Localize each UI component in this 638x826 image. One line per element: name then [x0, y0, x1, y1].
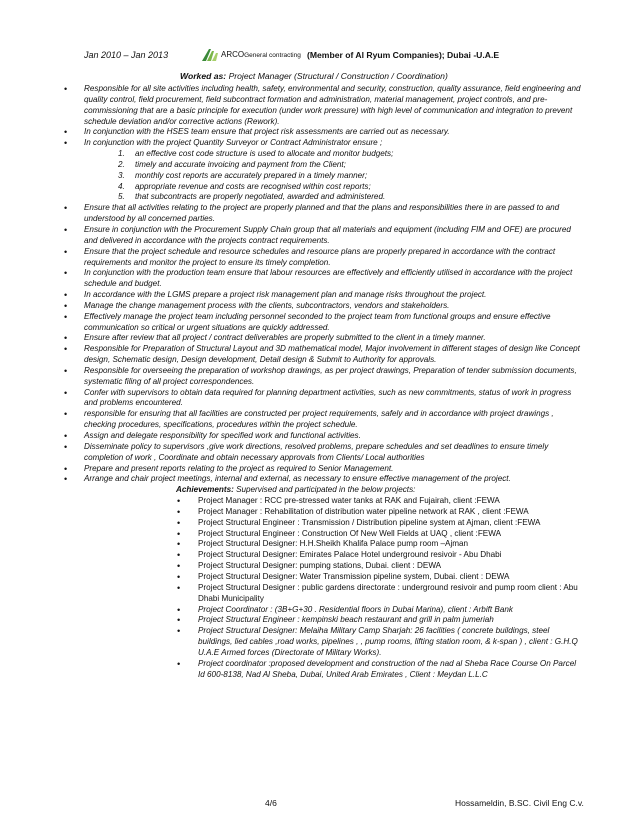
list-item: • Ensure after review that all project / contract deliverables are properly submitted to the client in a timely manner. [64, 333, 582, 344]
item-text: that subcontracts are properly negotiated, awarded and administered. [135, 192, 386, 202]
list-item: • Disseminate policy to supervisors ,give work directions, resolved problems, prepare schedules and set deadlines to ensure timely completion of work , Coordinate and obtain necessary approvals from Clients/ Local authorities [64, 442, 582, 464]
achievements-label: Achievements: [176, 485, 234, 495]
list-item: • Manage the change management process with the clients, subcontractors, vendors and stakeholders. [64, 301, 582, 312]
job-dates: Jan 2010 – Jan 2013 [84, 50, 169, 60]
company-membership: (Member of Al Ryum Companies); Dubai -U.A.E [307, 50, 500, 60]
sub-list-item [118, 171, 582, 182]
responsibilities [64, 84, 582, 680]
list-item: • Ensure in conjunction with the Procurement Supply Chain group that all materials and equipment (including FIM and OFE) are procured and delivered in accordance with the projects contract requirements. [64, 225, 582, 247]
list-item: • Ensure that all activities relating to the project are properly planned and that the plans and responsibilities there in are passed to and understood by all concerned parties. [64, 203, 582, 225]
achievement-item: • Project Structural Designer: Emirates Palace Hotel underground resivoir - Abu Dhabi [177, 550, 582, 561]
achievement-item: • Project coordinator :proposed development and construction of the nad al Sheba Race Course On Parcel Id 600-8138, Nad Al Sheba, Dubai, United Arab Emirates , Client : Meydan L.L.C [177, 659, 582, 681]
job-role [180, 71, 448, 81]
list-item: • Confer with supervisors to obtain data required for planning department activities, such as new commitments, status of work in progress and problems encountered. [64, 388, 582, 410]
achievements-intro: Supervised and participated in the below projects: [236, 485, 416, 495]
achievement-item: • Project Structural Designer: H.H.Sheikh Khalifa Palace pump room –Ajman [177, 539, 582, 550]
list-item: • In conjunction with the HSES team ensure that project risk assessments are carried out as necessary. [64, 127, 582, 138]
item-text: monthly cost reports are accurately prepared in a timely manner; [135, 170, 368, 180]
sub-list-item [118, 192, 582, 203]
achievement-item: • Project Structural Designer: pumping stations, Dubai. client : DEWA [177, 561, 582, 572]
item-number: 4. [118, 181, 125, 191]
arco-logo-icon [201, 48, 219, 62]
company-name [221, 50, 301, 59]
company-name-text: ARCO [221, 50, 245, 59]
achievement-item: • Project Structural Designer: Water Transmission pipeline system, Dubai. client : DEWA [177, 572, 582, 583]
list-item: • responsible for ensuring that all facilities are constructed per project requirements, safely and in accordance with project drawings , checking procedures, specifications, procedures within the project schedule. [64, 409, 582, 431]
achievements-list [64, 496, 582, 680]
list-item: • Effectively manage the project team including personnel seconded to the project team from functional groups and ensure effective communication so critical or urgent situations are quickly addressed. [64, 312, 582, 334]
job-header [84, 49, 618, 65]
page-number: 4/6 [265, 798, 277, 808]
list-item-text: In conjunction with the project Quantity Surveyor or Contract Administrator ensure ; [84, 138, 383, 148]
item-number: 2. [118, 159, 125, 169]
item-text: an effective cost code structure is used to allocate and monitor budgets; [135, 149, 394, 159]
achievement-item: • Project Structural Designer: Melaiha Military Camp Sharjah: 26 facilities ( concrete buildings, steel buildings, lied cables ,road works, pipelines , , pump rooms, lifting station room, & k-span ) , client : G.H.Q U.A.E Armed forces (Directorate of Military Works). [177, 626, 582, 659]
list-item: • Responsible for all site activities including health, safety, environmental and security, construction, quality assurance, field engineering and quality control, field procurement, field subcontract formation and administration, material management, project controls, and pre-commissioning that are a basic principle for execution (under work pressure) with high level of communication and integration to prevent schedule deviation and/or corrective actions (Rework). [64, 84, 582, 127]
sub-list-item [118, 149, 582, 160]
sub-list-item [118, 160, 582, 171]
company-subtitle: General contracting [244, 52, 301, 59]
achievement-item: • Project Structural Engineer : Transmission / Distribution pipeline system at Ajman, client :FEWA [177, 518, 582, 529]
role-label: Worked as: [180, 71, 227, 81]
list-item: • Ensure that the project schedule and resource schedules and resource plans are properly prepared in accordance with the contract requirements and monitor the project to ensure its timely completion. [64, 247, 582, 269]
list-item: • In conjunction with the production team ensure that labour resources are effectively and efficiently utilised in accordance with the project schedule and budget. [64, 268, 582, 290]
achievement-item: • Project Coordinator : (3B+G+30 . Residential floors in Dubai Marina), client : Arbift Bank [177, 605, 582, 616]
achievement-item: • Project Manager : Rehabilitation of distribution water pipeline network at RAK , client :FEWA [177, 507, 582, 518]
sub-list-item [118, 182, 582, 193]
list-item: • Arrange and chair project meetings, internal and external, as necessary to ensure effective management of the project. [64, 474, 582, 485]
responsibility-list [64, 84, 582, 485]
list-item [64, 138, 582, 203]
list-item: • In accordance with the LGMS prepare a project risk management plan and manage risks throughout the project. [64, 290, 582, 301]
achievement-item: • Project Structural Engineer : kempinski beach restaurant and grill in palm jumeriah [177, 615, 582, 626]
list-item: • Prepare and present reports relating to the project as required to Senior Management. [64, 464, 582, 475]
achievements-heading [64, 485, 582, 496]
role-value: Project Manager (Structural / Construction / Coordination) [228, 71, 448, 81]
list-item: • Responsible for overseeing the preparation of workshop drawings, as per project drawings, Preparation of tender submission documents, systematic filing of all project correspondences. [64, 366, 582, 388]
achievement-item: • Project Structural Designer : public gardens directorate : underground resivoir and pump room client : Abu Dhabi Municipality [177, 583, 582, 605]
achievement-item: • Project Manager : RCC pre-stressed water tanks at RAK and Fujairah, client :FEWA [177, 496, 582, 507]
item-number: 3. [118, 170, 125, 180]
achievement-item: • Project Structural Engineer : Construction Of New Well Fields at UAQ , client :FEWA [177, 529, 582, 540]
list-item: • Responsible for Preparation of Structural Layout and 3D mathematical model, Major involvement in different stages of design like Concept design, Schematic design, Design development, Detail design & Submit to Authority for approvals. [64, 344, 582, 366]
item-text: appropriate revenue and costs are recognised within cost reports; [135, 181, 371, 191]
item-number: 1. [118, 149, 125, 159]
sub-list [84, 149, 582, 203]
item-text: timely and accurate invoicing and payment from the Client; [135, 159, 346, 169]
footer-author: Hossameldin, B.SC. Civil Eng C.v. [455, 798, 584, 808]
list-item: • Assign and delegate responsibility for specified work and functional activities. [64, 431, 582, 442]
item-number: 5. [118, 192, 125, 202]
